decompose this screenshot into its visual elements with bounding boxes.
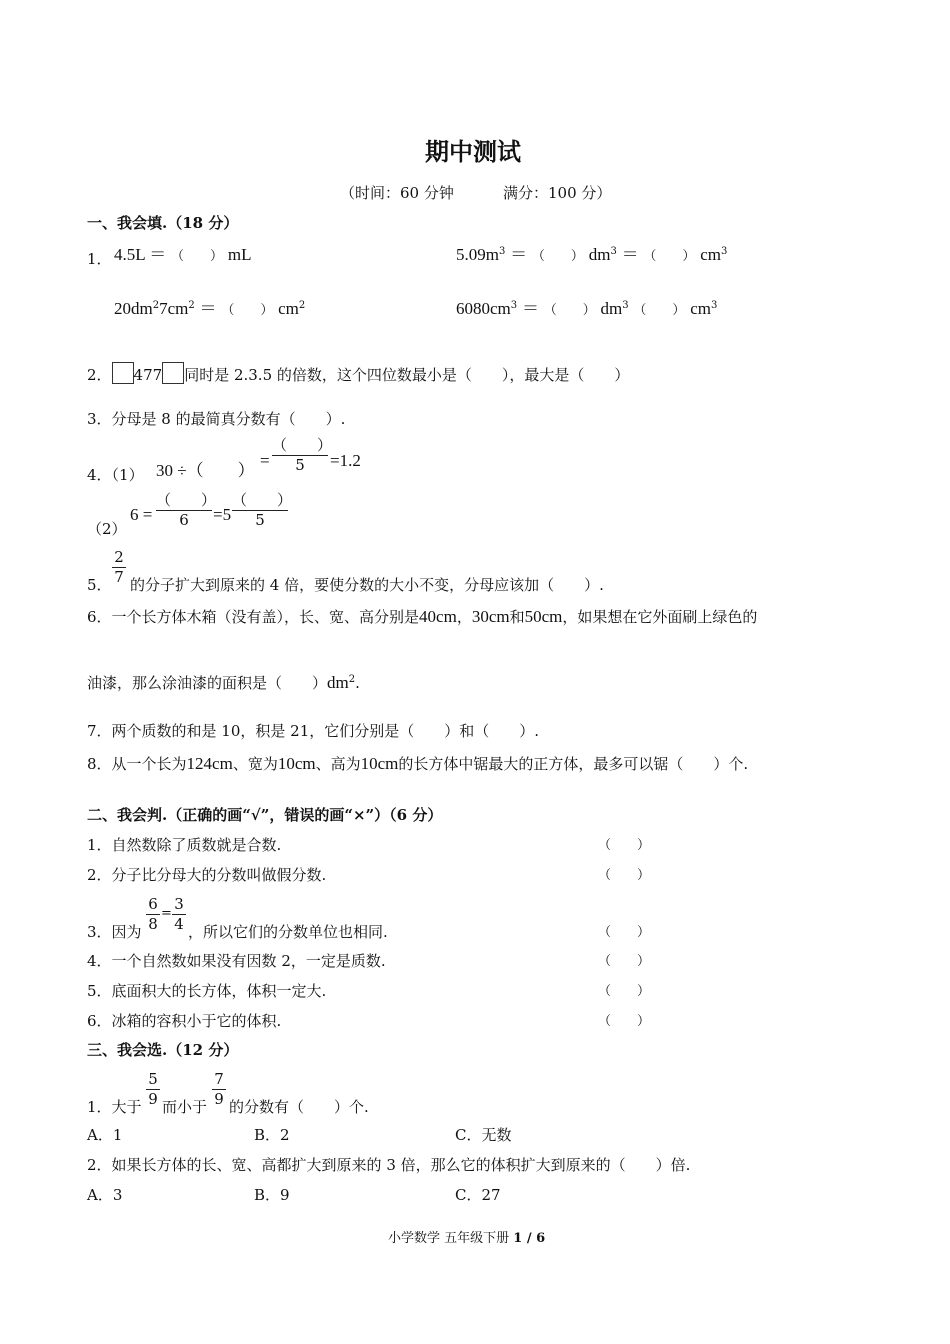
choice-q2-option-b[interactable]: B．9: [254, 1186, 290, 1204]
judge-item-4: 4．一个自然数如果没有因数 2，一定是质数.: [87, 952, 386, 970]
judge-item-5: 5．底面积大的长方体，体积一定大.: [87, 982, 327, 1000]
choice-q2-option-a[interactable]: A．3: [87, 1186, 123, 1204]
choice-q2-option-c[interactable]: C．27: [455, 1186, 501, 1204]
judge-paren-2[interactable]: （ ）: [598, 868, 651, 883]
judge-fraction-a: 6 8: [146, 897, 160, 932]
choice-q2-text: 2．如果长方体的长、宽、高都扩大到原来的 3 倍，那么它的体积扩大到原来的（ ）倍.: [87, 1156, 691, 1174]
judge-item-3-post: ，所以它们的分数单位也相同.: [188, 923, 388, 941]
q4b-expression: 6 =: [130, 505, 153, 524]
choice-q1-option-b[interactable]: B．2: [254, 1126, 290, 1144]
judge-item-6: 6．冰箱的容积小于它的体积.: [87, 1012, 282, 1030]
q4-equals-2: =1.2: [330, 451, 361, 470]
choice-q1-option-c[interactable]: C．无数: [455, 1126, 512, 1144]
time-limit: （时间：60 分钟: [340, 184, 454, 202]
q4-number-2: （2）: [87, 520, 127, 538]
section3-heading: 三、我会选.（12 分）: [87, 1041, 239, 1059]
page-title: 期中测试: [425, 138, 521, 166]
q4-fraction-1: （ ） 5: [272, 436, 333, 474]
page-footer: 小学数学 五年级下册 1 / 6: [388, 1231, 546, 1246]
q1d-expression: $6080cm^3$ ＝ （ ） $dm^3$ （ ） $cm^3$: [456, 299, 718, 318]
judge-item-3: 3．因为: [87, 923, 142, 941]
blank-box-right[interactable]: [162, 362, 184, 384]
q1a-expression: 4.5L ＝ （ ） mL: [114, 245, 252, 264]
q6-line-1: 6．一个长方体木箱（没有盖），长、宽、高分别是40cm，30cm和50cm，如果想在它外面刷上绿色的: [87, 607, 758, 626]
q7-line: 7．两个质数的和是 10，积是 21，它们分别是（ ）和（ ）.: [87, 722, 540, 740]
section1-heading: 一、我会填.（18 分）: [87, 214, 239, 232]
q3-line: 3．分母是 8 的最简真分数有（ ）.: [87, 410, 346, 428]
judge-paren-5[interactable]: （ ）: [598, 984, 651, 999]
q4-number: 4．（1）: [87, 466, 144, 484]
choice-fraction-b: 7 9: [212, 1072, 226, 1107]
q5-fraction: 2 7: [112, 550, 126, 585]
q8-line: 8．从一个长为124cm、宽为10cm、高为10cm的长方体中锯最大的正方体，最多可以锯（ ）个.: [87, 754, 749, 773]
q4b-mid: =5: [213, 505, 232, 524]
section2-heading: 二、我会判.（正确的画“√”，错误的画“×”）（6 分）: [87, 806, 443, 824]
judge-item-2: 2．分子比分母大的分数叫做假分数.: [87, 866, 327, 884]
choice-q1-mid: 而小于: [162, 1098, 208, 1116]
choice-q1-pre: 1．大于: [87, 1098, 142, 1116]
q4a-expression: 30 ÷（ ）: [156, 461, 255, 480]
judge-paren-6[interactable]: （ ）: [598, 1014, 651, 1029]
q1-number: 1．: [87, 250, 112, 268]
full-score: 满分：100 分）: [503, 184, 612, 202]
q4-fraction-2: （ ） 6: [156, 491, 217, 529]
blank-box-left[interactable]: [112, 362, 134, 384]
q4-fraction-3: （ ） 5: [232, 491, 293, 529]
q5-text: 的分子扩大到原来的 4 倍，要使分数的大小不变，分母应该加（ ）.: [130, 576, 604, 594]
judge-item-1: 1．自然数除了质数就是合数.: [87, 836, 282, 854]
choice-q1-option-a[interactable]: A．1: [87, 1126, 123, 1144]
judge-paren-1[interactable]: （ ）: [598, 838, 651, 853]
judge-fraction-b: 3 4: [172, 897, 186, 932]
judge-paren-4[interactable]: （ ）: [598, 954, 651, 969]
judge-equals: =: [161, 906, 172, 921]
q1b-expression: $5.09m^3$ ＝ （ ） $dm^3$ ＝ （ ） $cm^3$: [456, 245, 728, 264]
q4-equals-1: =: [260, 451, 270, 470]
page-number: 1 / 6: [513, 1231, 546, 1246]
judge-paren-3[interactable]: （ ）: [598, 925, 651, 940]
q1c-expression: $20dm^27cm^2$ ＝ （ ） $cm^2$: [114, 299, 306, 318]
choice-q1-post: 的分数有（ ）个.: [229, 1098, 369, 1116]
choice-fraction-a: 5 9: [146, 1072, 160, 1107]
q5-number: 5．: [87, 576, 112, 594]
q2-line: 2． 477 同时是 2.3.5 的倍数，这个四位数最小是（ ），最大是（ ）: [87, 362, 629, 384]
q6-line-2: 油漆，那么涂油漆的面积是（ ）$dm^2$.: [87, 673, 360, 692]
